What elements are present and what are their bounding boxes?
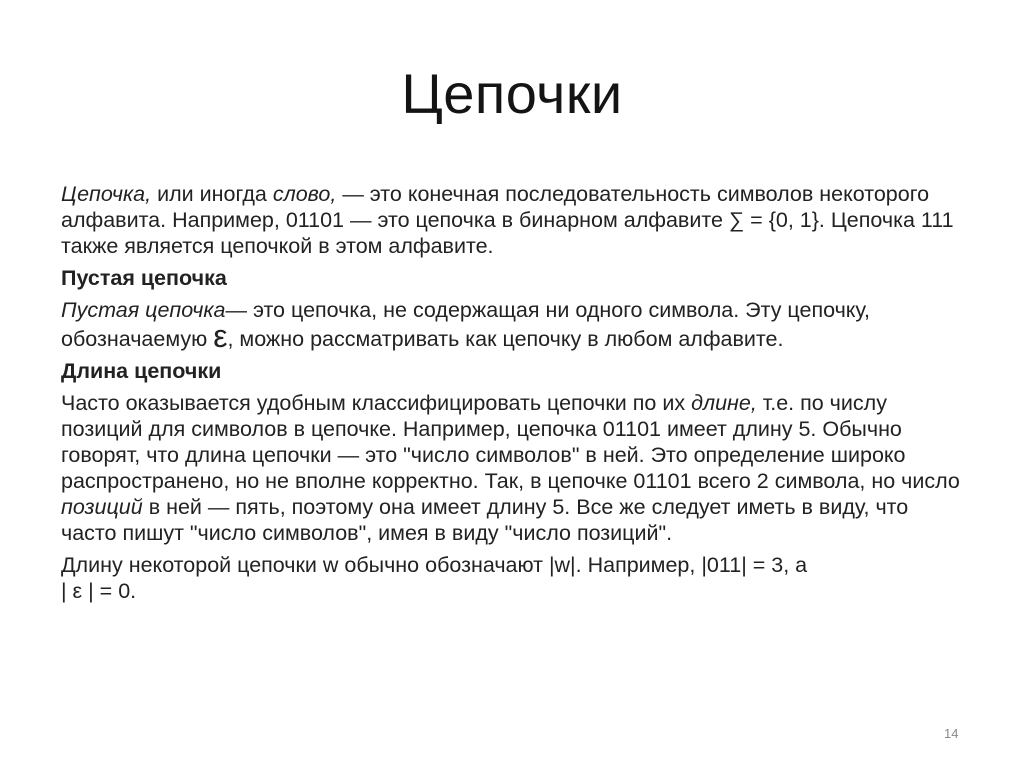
text-run: , можно рассматривать как цепочку в любом алфавите.: [227, 327, 784, 351]
text-run: — это конечная последовательность символов некоторого алфавита. Например, 01101 — это цепочка в бинарном алфавите ∑ = {0, 1}. Цепочка 111 также является цепочкой в этом алфавите.: [61, 182, 954, 258]
notation-paragraph: [61, 552, 966, 604]
term-length: длине,: [691, 391, 757, 415]
definition-paragraph: [61, 181, 966, 259]
term-positions: позиций: [61, 495, 143, 519]
page-number: 14: [944, 726, 959, 741]
slide-title: Цепочки: [401, 62, 623, 125]
notation-line-2: | ε | = 0.: [61, 579, 137, 603]
term-empty-chain: Пустая цепочка: [61, 298, 226, 322]
text-run: т.е. по числу позиций для символов в цепочке. Например, цепочка 01101 имеет длину 5. Обычно говорят, что длина цепочки — это "число символов" в ней. Это определение широко распространено, но не вполне корректно. Так, в цепочке 01101 всего 2 символа, но число: [61, 391, 960, 493]
text-run: Часто оказывается удобным классифицировать цепочки по их: [61, 391, 692, 415]
term-chain: Цепочка,: [61, 182, 152, 206]
text-run: — это цепочка, не содержащая ни одного символа. Эту цепочку, обозначаемую: [61, 298, 870, 351]
slide-body: [61, 181, 966, 610]
epsilon-symbol: ε: [213, 318, 228, 354]
heading-chain-length: Длина цепочки: [61, 359, 222, 383]
term-word: слово,: [272, 182, 337, 206]
text-run: в ней — пять, поэтому она имеет длину 5. Все же следует иметь в виду, что часто пишут "число символов", имея в виду "число позиций".: [61, 495, 909, 545]
length-paragraph: [61, 390, 966, 546]
text-run: или иногда: [151, 182, 273, 206]
empty-chain-paragraph: [61, 297, 966, 352]
heading-empty-chain: Пустая цепочка: [61, 266, 227, 290]
notation-line-1: Длину некоторой цепочки w обычно обозначают |w|. Например, |011| = 3, а: [61, 553, 808, 577]
